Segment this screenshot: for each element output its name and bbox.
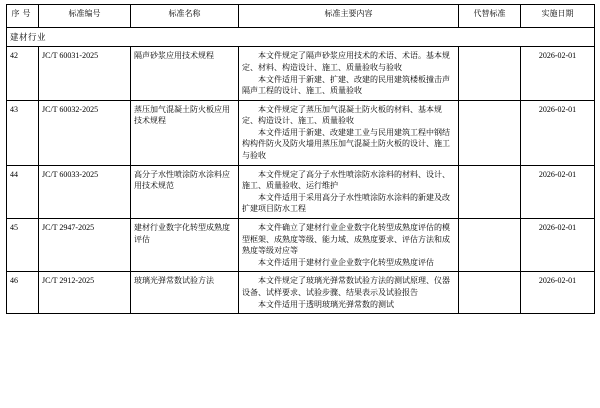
cell-replace — [459, 47, 521, 100]
table-header — [7, 5, 595, 28]
table-row — [7, 272, 595, 314]
table-row — [7, 165, 595, 218]
cell-name: 隔声砂浆应用技术规程 — [131, 47, 239, 100]
column-header-date: 实施日期 — [521, 5, 595, 28]
category-label: 建材行业 — [7, 28, 595, 47]
content-paragraph: 本文件适用于采用高分子水性喷涂防水涂料的新建及改扩建项目防水工程 — [242, 192, 450, 214]
category-row — [7, 28, 595, 47]
cell-replace — [459, 165, 521, 218]
column-header-code: 标准编号 — [39, 5, 131, 28]
cell-name: 建材行业数字化转型成熟度评估 — [131, 219, 239, 272]
content-paragraph: 本文件规定了玻璃光弹常数试验方法的测试原理、仪器设备、试样要求、试验步骤、结果表示及试验报告 — [242, 276, 450, 297]
table-row — [7, 100, 595, 165]
cell-replace — [459, 100, 521, 165]
cell-seq: 43 — [7, 100, 39, 165]
cell-replace — [459, 219, 521, 272]
cell-code: JC/T 2947-2025 — [39, 219, 131, 272]
cell-name: 高分子水性喷涂防水涂料应用技术规范 — [131, 165, 239, 218]
standards-table — [6, 4, 595, 314]
cell-date: 2026-02-01 — [521, 272, 595, 314]
column-header-name: 标准名称 — [131, 5, 239, 28]
content-paragraph: 本文件规定了蒸压加气混凝土防火板的材料、基本规定、构造设计、施工、质量验收 — [242, 104, 442, 126]
cell-content — [239, 219, 459, 272]
column-header-seq: 序号 — [7, 5, 39, 28]
cell-code: JC/T 60031-2025 — [39, 47, 131, 100]
cell-date: 2026-02-01 — [521, 47, 595, 100]
cell-name: 蒸压加气混凝土防火板应用技术规程 — [131, 100, 239, 165]
header-row — [7, 5, 595, 28]
cell-content — [239, 47, 459, 100]
content-paragraph: 本文件适用于建材行业企业数字化转型成熟度评估 — [258, 257, 434, 267]
cell-date: 2026-02-01 — [521, 100, 595, 165]
cell-seq: 44 — [7, 165, 39, 218]
column-header-replace: 代替标准 — [459, 5, 521, 28]
cell-content — [239, 165, 459, 218]
cell-name: 玻璃光弹常数试验方法 — [131, 272, 239, 314]
table-body — [7, 28, 595, 314]
cell-code: JC/T 60033-2025 — [39, 165, 131, 218]
content-paragraph: 本文件适用于新建、扩建、改建的民用建筑楼板撞击声隔声工程的设计、施工、质量验收 — [242, 74, 450, 96]
cell-code: JC/T 60032-2025 — [39, 100, 131, 165]
cell-seq: 42 — [7, 47, 39, 100]
cell-replace — [459, 272, 521, 314]
cell-date: 2026-02-01 — [521, 219, 595, 272]
content-paragraph: 本文件适用于新建、改建建工业与民用建筑工程中钢结构构件防火及防火墙用蒸压加气混凝土防火板的设计、施工与验收 — [242, 127, 450, 161]
cell-date: 2026-02-01 — [521, 165, 595, 218]
content-paragraph: 本文件规定了隔声砂浆应用技术的术语、术语。基本规定、材料、构造设计、施工、质量验收与验收 — [242, 51, 450, 72]
content-paragraph: 本文件规定了高分子水性喷涂防水涂料的材料、设计、施工、质量验收、运行维护 — [242, 169, 450, 191]
cell-seq: 45 — [7, 219, 39, 272]
column-header-content: 标准主要内容 — [239, 5, 459, 28]
cell-seq: 46 — [7, 272, 39, 314]
cell-code: JC/T 2912-2025 — [39, 272, 131, 314]
table-row — [7, 47, 595, 100]
cell-content — [239, 272, 459, 314]
content-paragraph: 本文件适用于透明玻璃光弹常数的测试 — [258, 299, 394, 309]
content-paragraph: 本文件确立了建材行业企业数字化转型成熟度评估的模型框架、成熟度等级、能力域、成熟度要求、评估方法和成熟度等级对应等 — [242, 223, 450, 256]
cell-content — [239, 100, 459, 165]
table-row — [7, 219, 595, 272]
